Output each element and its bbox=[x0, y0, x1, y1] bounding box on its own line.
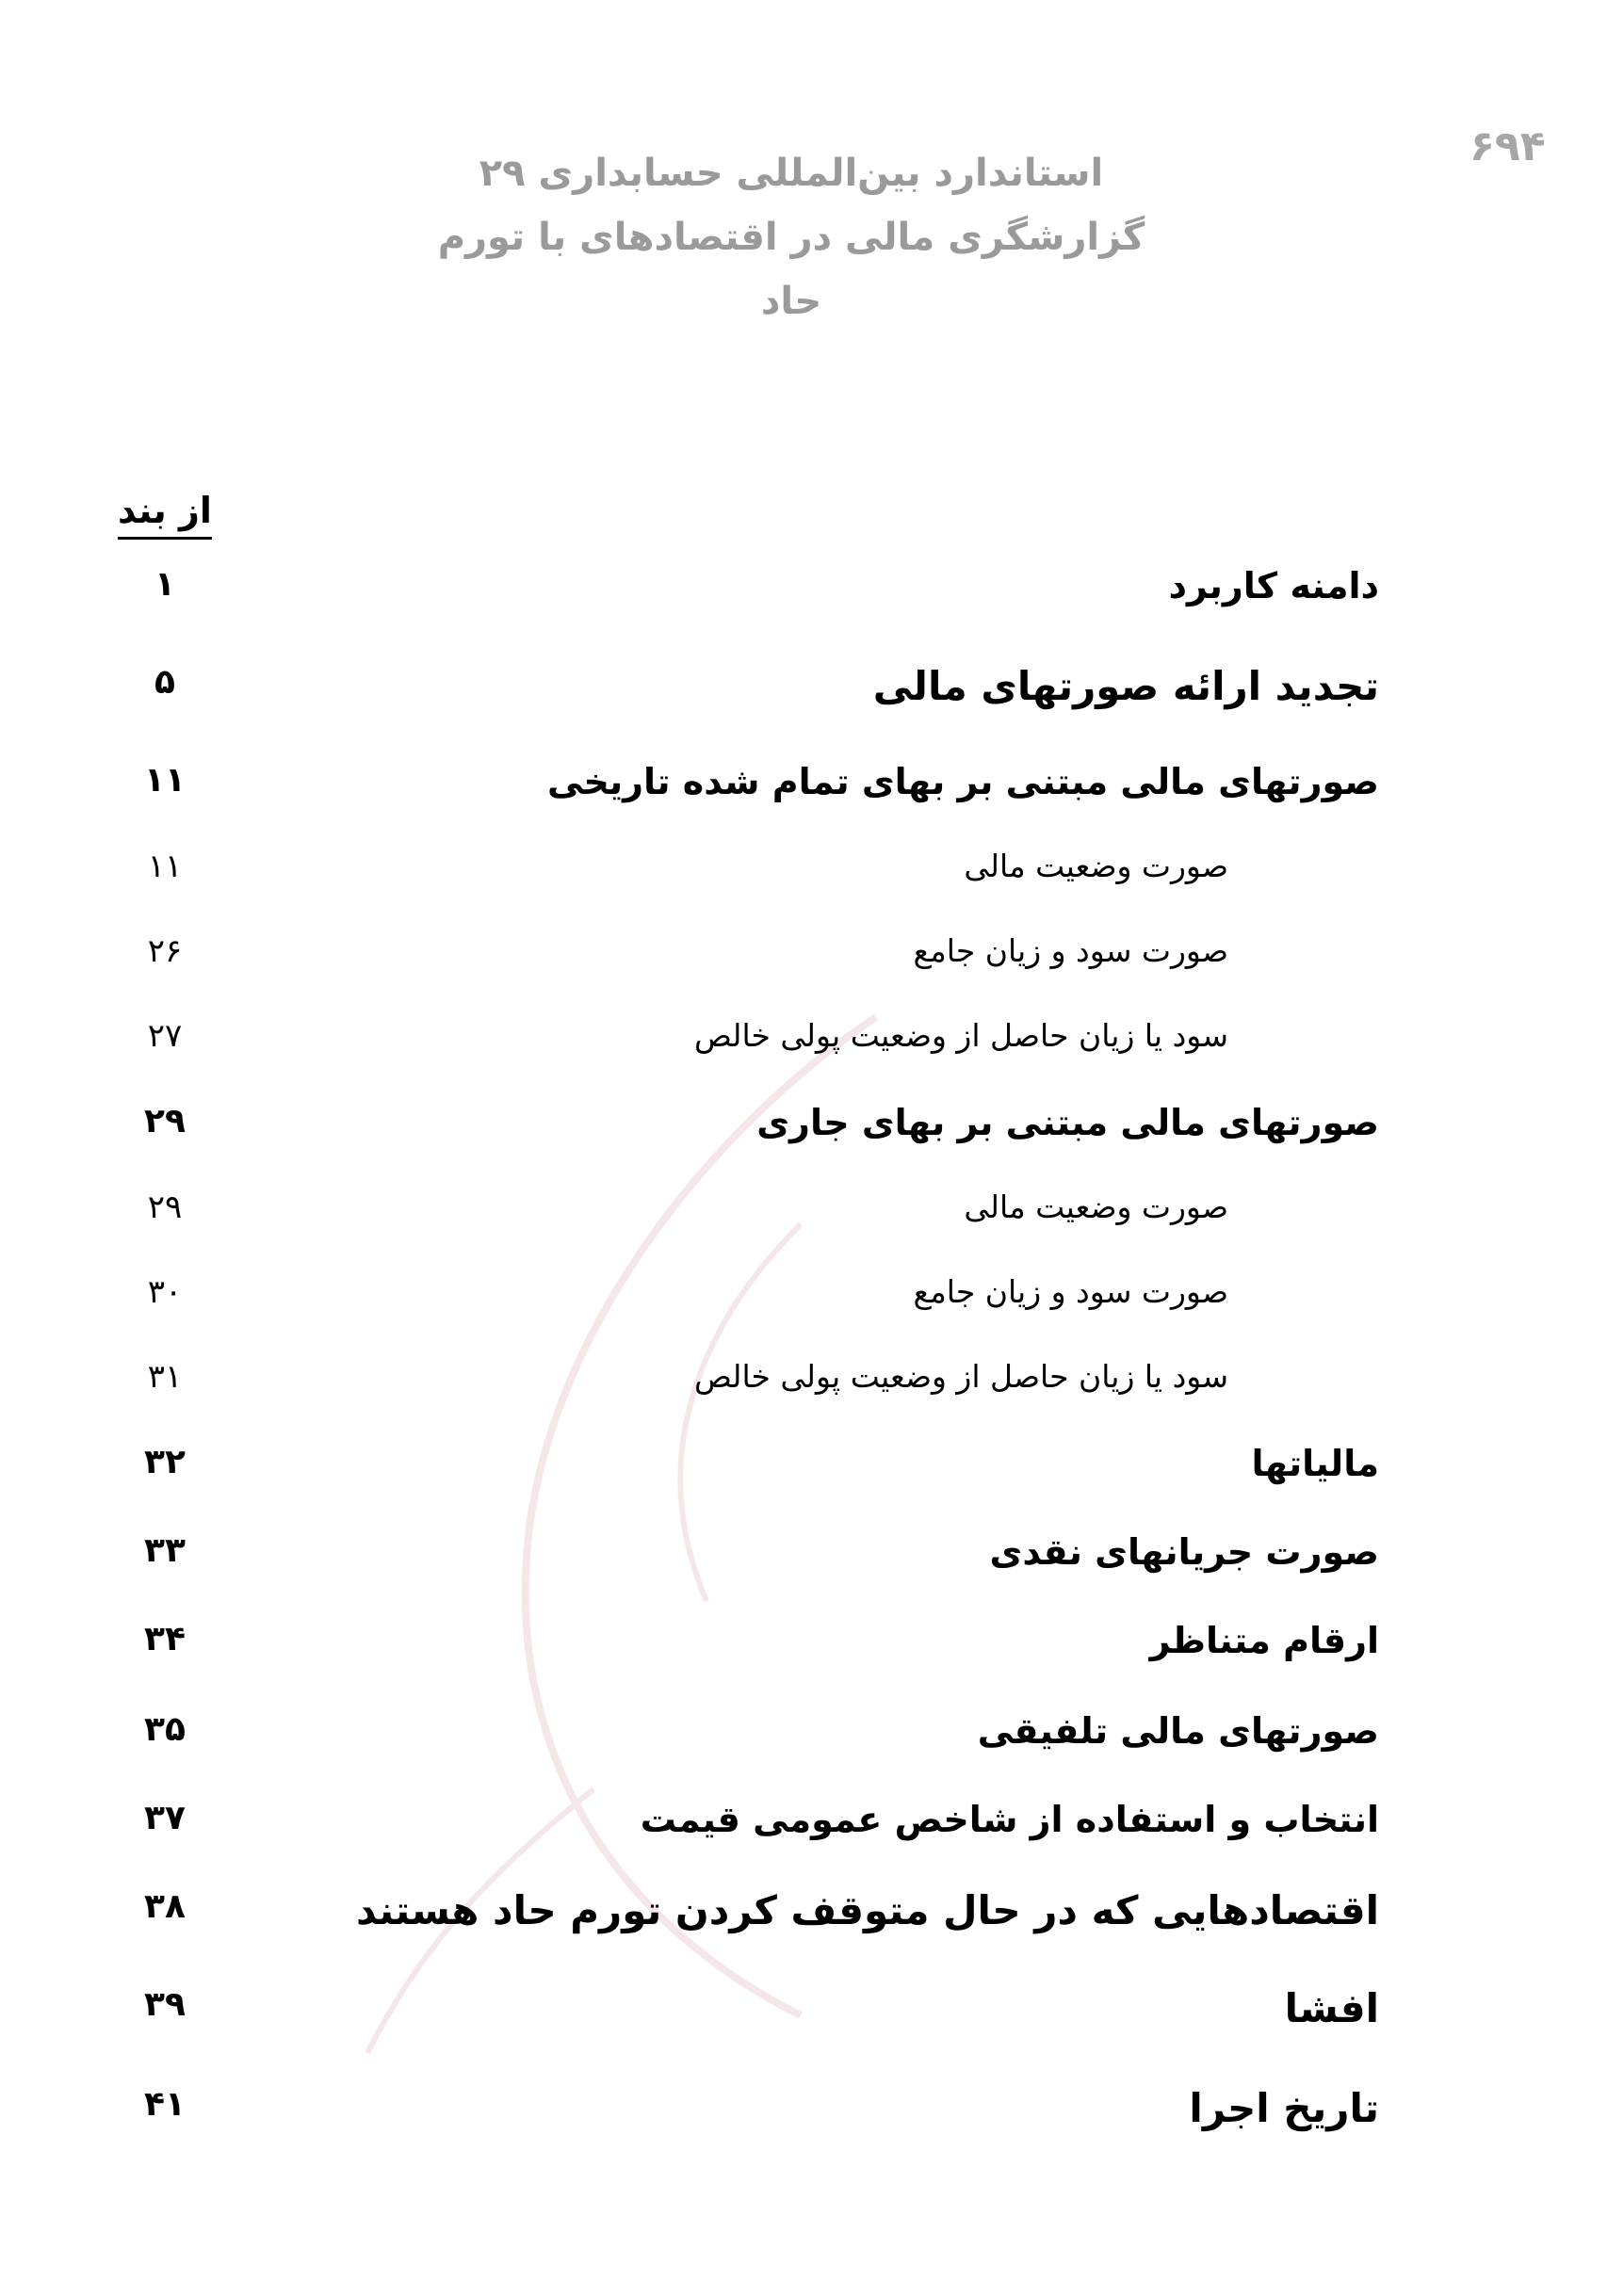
toc-entry-paragraph: ۲۶ bbox=[147, 932, 183, 970]
toc-entry-paragraph: ۳۲ bbox=[144, 1443, 186, 1481]
toc-entry-paragraph: ۳۸ bbox=[144, 1887, 186, 1926]
toc-entry-title: صورت جریانهای نقدی bbox=[989, 1531, 1379, 1573]
toc-entry-paragraph: ۳۵ bbox=[144, 1710, 186, 1749]
toc-entry-paragraph: ۳۳ bbox=[144, 1531, 186, 1570]
toc-entry-paragraph: ۱۱ bbox=[147, 848, 183, 885]
toc-entry-title: تجدید ارائه صورتهای مالی bbox=[872, 663, 1379, 709]
toc-entry-title: افشا bbox=[1284, 1985, 1379, 2031]
toc-entry-paragraph: ۱ bbox=[154, 565, 175, 604]
toc-entry-paragraph: ۴۱ bbox=[144, 2085, 186, 2124]
toc-entry-title: سود یا زیان حاصل از وضعیت پولی خالص bbox=[693, 1358, 1228, 1395]
toc-entry-paragraph: ۳۹ bbox=[144, 1985, 186, 2024]
toc-entry-title: سود یا زیان حاصل از وضعیت پولی خالص bbox=[693, 1017, 1228, 1054]
toc-entry-title: صورتهای مالی مبتنی بر بهای تمام شده تاریخی bbox=[547, 761, 1379, 802]
toc-entry-paragraph: ۲۷ bbox=[147, 1017, 183, 1055]
toc-entry-paragraph: ۳۰ bbox=[147, 1273, 183, 1311]
header-subject-title: گزارشگری مالی در اقتصادهای با تورم حاد bbox=[437, 216, 1145, 323]
toc-entry-title: انتخاب و استفاده از شاخص عمومی قیمت bbox=[640, 1799, 1379, 1840]
toc-entry-title: تاریخ اجرا bbox=[1189, 2085, 1379, 2131]
toc-entry-title: صورت وضعیت مالی bbox=[964, 848, 1228, 884]
toc-entry-paragraph: ۵ bbox=[154, 663, 175, 702]
toc-entry-title: صورتهای مالی مبتنی بر بهای جاری bbox=[756, 1102, 1379, 1143]
toc-entry-title: اقتصادهایی که در حال متوقف کردن تورم حاد هستند bbox=[355, 1887, 1379, 1933]
toc-entry-title: صورت وضعیت مالی bbox=[964, 1188, 1228, 1225]
toc-entry-paragraph: ۲۹ bbox=[147, 1188, 183, 1226]
toc-entry-title: ارقام متناظر bbox=[1149, 1620, 1379, 1661]
toc-entry-title: صورت سود و زیان جامع bbox=[913, 932, 1228, 969]
toc-entry-paragraph: ۳۷ bbox=[144, 1799, 186, 1837]
header-standard-title: استاندارد بین‌المللی حسابداری ۲۹ bbox=[479, 152, 1104, 195]
page-number: ۶۹۴ bbox=[1470, 122, 1546, 170]
toc-entry-paragraph: ۳۴ bbox=[144, 1620, 186, 1658]
toc-entry-title: صورت سود و زیان جامع bbox=[913, 1273, 1228, 1310]
toc-entry-paragraph: ۳۱ bbox=[147, 1358, 183, 1396]
toc-entry-paragraph: ۱۱ bbox=[144, 761, 186, 800]
paragraph-column-heading: از بند bbox=[118, 490, 212, 540]
toc-entry-title: مالیاتها bbox=[1251, 1443, 1379, 1484]
toc-entry-title: صورتهای مالی تلفیقی bbox=[977, 1710, 1379, 1752]
toc-entry-paragraph: ۲۹ bbox=[144, 1102, 186, 1140]
toc-entry-title: دامنه کاربرد bbox=[1168, 565, 1379, 606]
